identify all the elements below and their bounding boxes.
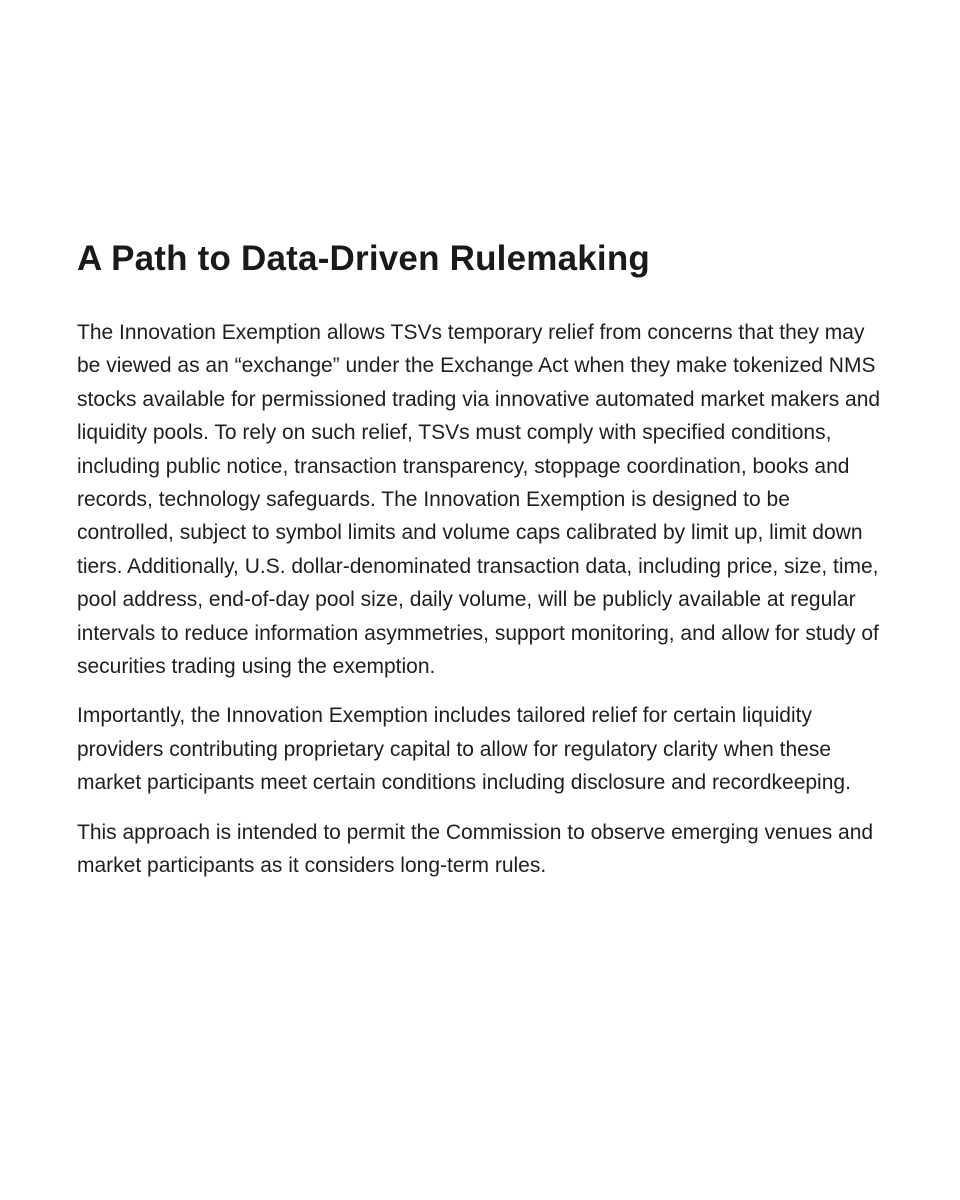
paragraph-approach: This approach is intended to permit the Commission to observe emerging venues and market participants as it considers long-term rules.	[77, 820, 874, 878]
document-page	[77, 236, 887, 899]
paragraph-innovation-exemption: The Innovation Exemption allows TSVs temporary relief from concerns that they may be viewed as an “exchange” under the Exchange Act when they make tokenized NMS stocks available for permissioned trading via innovative automated market makers and liquidity pools. To rely on such relief, TSVs must comply with specified conditions, including public notice, transaction transparency, stoppage coordination, books and records, technology safeguards. The Innovation Exemption is designed to be controlled, subject to symbol limits and volume caps calibrated by limit up, limit down tiers. Additionally, U.S. dollar-denominated transaction data, including price, size, time, pool address, end-of-day pool size, daily volume, will be publicly available at regular intervals to reduce information asymmetries, support monitoring, and allow for study of securities trading using the exemption.	[77, 321, 881, 679]
paragraph-liquidity-providers: Importantly, the Innovation Exemption includes tailored relief for certain liquidity providers contributing proprietary capital to allow for regulatory clarity when these market participants meet certain conditions including disclosure and recordkeeping.	[77, 704, 851, 795]
page-title: A Path to Data-Driven Rulemaking	[77, 239, 650, 278]
